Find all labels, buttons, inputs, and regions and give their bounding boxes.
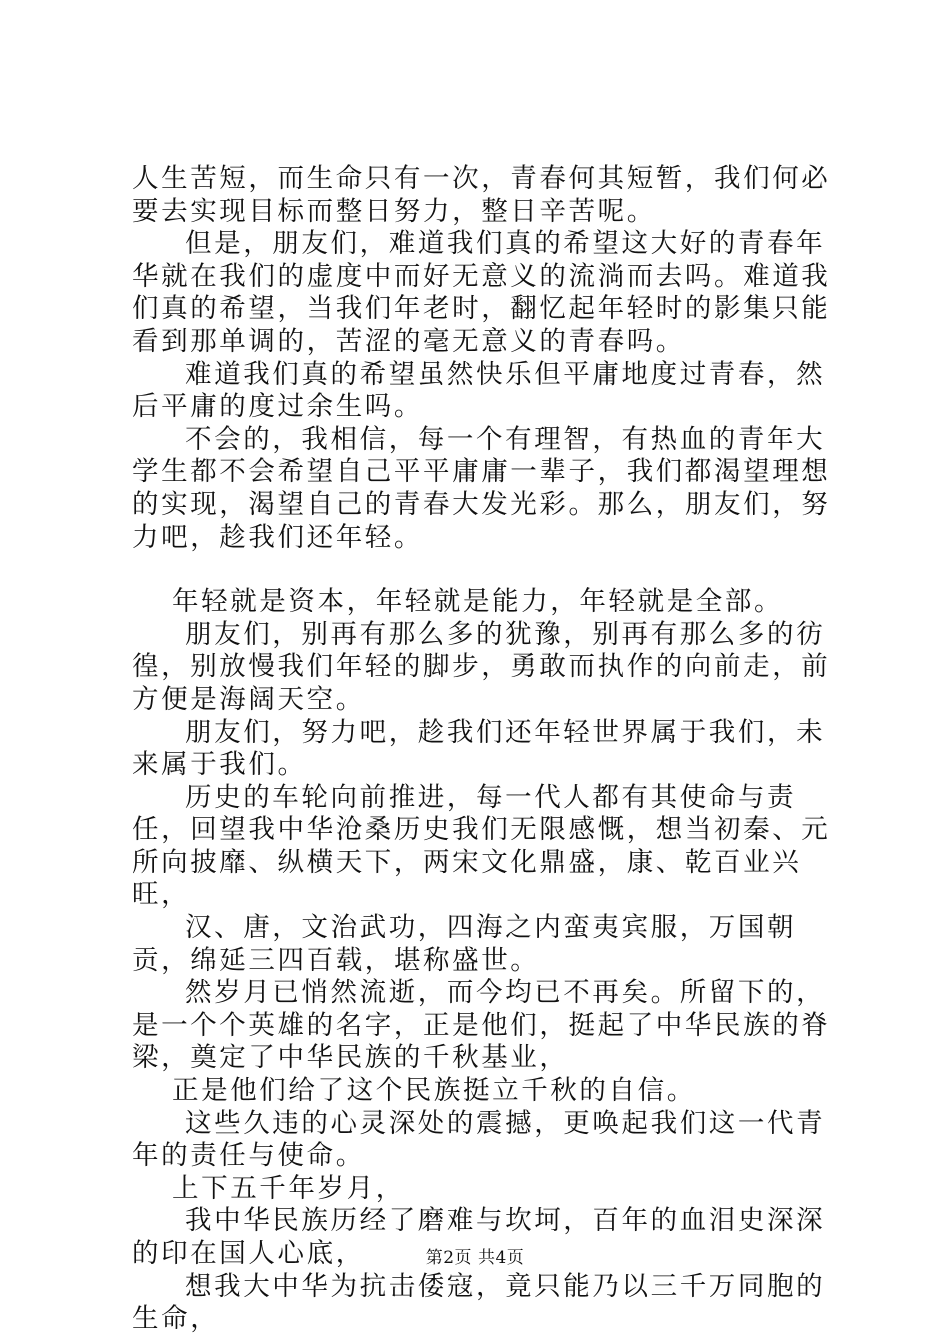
paragraph: 但是，朋友们，难道我们真的希望这大好的青春年华就在我们的虚度中而好无意义的流淌而去吗。难道我们真的希望，当我们年老时，翻忆起年轻时的影集只能看到那单调的，苦涩的毫无意义的青春吗。 (132, 228, 831, 357)
paragraph: 想我大中华为抗击倭寇，竟只能乃以三千万同胞的生命， (132, 1270, 826, 1335)
paragraph: 难道我们真的希望虽然快乐但平庸地度过青春，然后平庸的度过余生吗。 (132, 358, 826, 423)
paragraph: 人生苦短，而生命只有一次，青春何其短暂，我们何必要去实现目标而整日努力，整日辛苦呢。 (132, 163, 831, 227)
paragraph: 然岁月已悄然流逝，而今均已不再矣。所留下的，是一个个英雄的名字，正是他们，挺起了中华民族的脊梁，奠定了中华民族的千秋基业， (132, 977, 831, 1074)
page-number-footer: 第2页 共4页 (425, 1248, 525, 1268)
paragraph: 朋友们，努力吧，趁我们还年轻世界属于我们，未来属于我们。 (132, 716, 826, 781)
paragraph: 年轻就是资本，年轻就是能力，年轻就是全部。 (172, 586, 784, 618)
paragraph: 历史的车轮向前推进，每一代人都有其使命与责任，回望我中华沧桑历史我们无限感慨，想当初秦、元所向披靡、纵横天下，两宋文化鼎盛，康、乾百业兴旺， (132, 781, 831, 911)
paragraph: 上下五千年岁月， (172, 1172, 405, 1204)
paragraph: 这些久违的心灵深处的震撼，更唤起我们这一代青年的责任与使命。 (132, 1107, 826, 1172)
paragraph: 汉、唐，文治武功，四海之内蛮夷宾服，万国朝贡，绵延三四百载，堪称盛世。 (132, 912, 797, 976)
paragraph: 朋友们，别再有那么多的犹豫，别再有那么多的彷徨，别放慢我们年轻的脚步，勇敢而执作的向前走，前方便是海阔天空。 (132, 618, 831, 715)
paragraph: 我中华民族历经了磨难与坎坷，百年的血泪史深深的印在国人心底， (132, 1205, 826, 1269)
paragraph: 不会的，我相信，每一个有理智，有热血的青年大学生都不会希望自己平平庸庸一辈子，我们都渴望理想的实现，渴望自己的青春大发光彩。那么，朋友们，努力吧，趁我们还年轻。 (132, 423, 831, 553)
paragraph: 正是他们给了这个民族挺立千秋的自信。 (172, 1075, 696, 1107)
document-body (132, 163, 847, 1336)
